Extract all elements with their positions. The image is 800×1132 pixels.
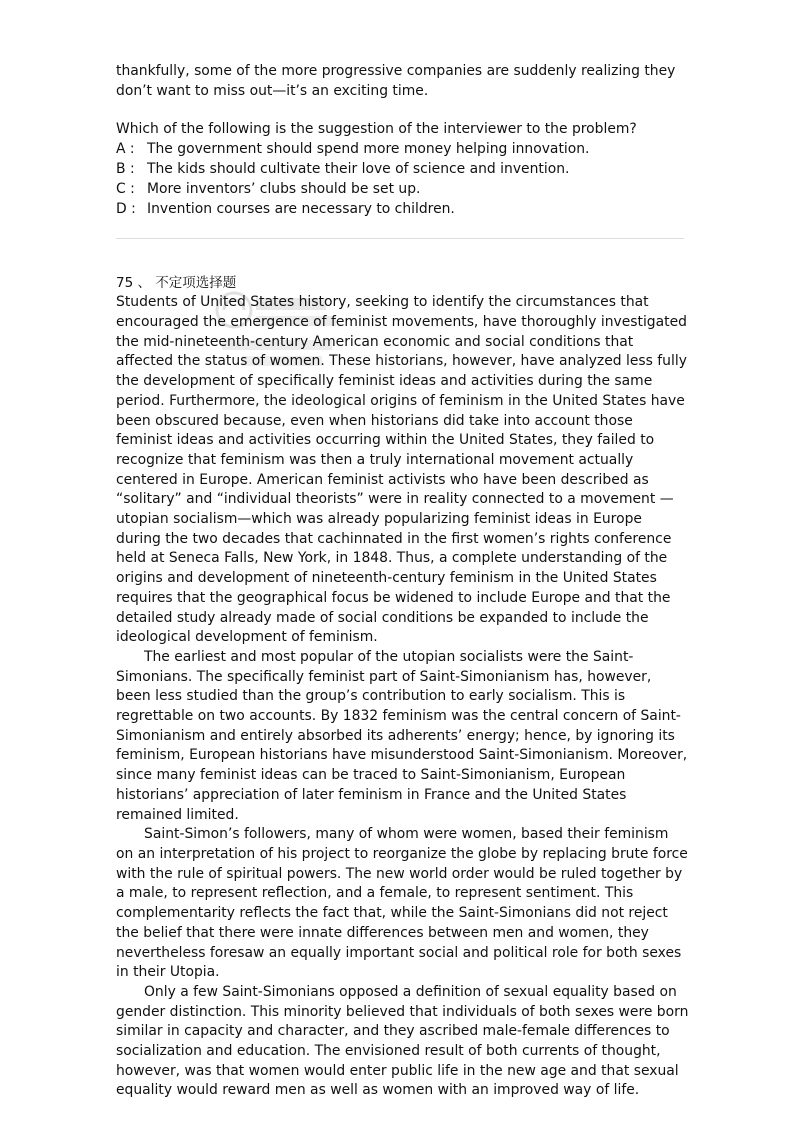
passage-paragraph-2: The earliest and most popular of the utopian socialists were the Saint-Simonians. The specifically feminist part of Saint-Simonianism has, however, been less studied than the group’s contribution to early socialism. This is regrettable on two accounts. By 1832 feminism was the central concern of Saint-Simonianism and entirely absorbed its adherents’ energy; hence, by ignoring its feminism, European historians have misunderstood Saint-Simonianism. Moreover, since many feminist ideas can be traced to Saint-Simonianism, European historians’ appreciation of later feminism in France and the United States remained limited. [116,648,688,823]
option-text: Invention courses are necessary to children. [147,200,455,217]
option-text: More inventors’ clubs should be set up. [147,180,421,197]
passage-paragraph-1: Students of United States history, seeking to identify the circumstances that encouraged the emergence of feminist movements, have thoroughly investigated the mid-nineteenth-century American economic and social conditions that affected the status of women. These historians, however, have analyzed less fully the development of specifically feminist ideas and activities during the same period. Furthermore, the ideological origins of feminism in the United States have been obscured because, even when historians did take into account those feminist ideas and activities occurring within the United States, they failed to recognize that feminism was then a truly international movement actually centered in Europe. American feminist activists who have been described as “solitary” and “individual theorists” were in reality connected to a movement —utopian socialism—which was already popularizing feminist ideas in Europe during the two decades that cachinnated in the first women’s rights conference held at Seneca Falls, New York, in 1848. Thus, a complete understanding of the origins and development of nineteenth-century feminism in the United States requires that the geographical focus be widened to include Europe and that the detailed study already made of social conditions be expanded to include the ideological development of feminism. [116,294,687,646]
question-text: Which of the following is the suggestion of the interviewer to the problem? [116,121,637,138]
document-page [116,62,690,1101]
option-letter: D : [116,200,136,217]
option-d[interactable] [116,200,690,220]
option-text: The government should spend more money helping innovation. [147,141,590,158]
section-divider [116,238,684,239]
option-letter: B : [116,160,135,177]
previous-passage-tail: thankfully, some of the more progressive companies are suddenly realizing they don’t want to miss out—it’s an exciting time. [116,63,676,99]
option-letter: C : [116,180,135,197]
option-a[interactable] [116,140,690,160]
question-75-header: 75 、 不定项选择题 [116,275,237,292]
option-c[interactable] [116,180,690,200]
passage-paragraph-3: Saint-Simon’s followers, many of whom were women, based their feminism on an interpretation of his project to reorganize the globe by replacing brute force with the rule of spiritual powers. The new world order would be ruled together by a male, to represent reflection, and a female, to represent sentiment. This complementarity reflects the fact that, while the Saint-Simonians did not reject the belief that there were innate differences between men and women, they nevertheless foresaw an equally important social and political role for both sexes in their Utopia. [116,826,688,981]
passage-paragraph-4: Only a few Saint-Simonians opposed a definition of sexual equality based on gender distinction. This minority believed that individuals of both sexes were born similar in capacity and character, and they ascribed male-female differences to socialization and education. The envisioned result of both currents of thought, however, was that women would enter public life in the new age and that sexual equality would reward men as well as women with an improved way of life. [116,983,689,1099]
option-b[interactable] [116,160,690,180]
option-text: The kids should cultivate their love of science and invention. [147,160,570,177]
option-letter: A : [116,141,135,158]
